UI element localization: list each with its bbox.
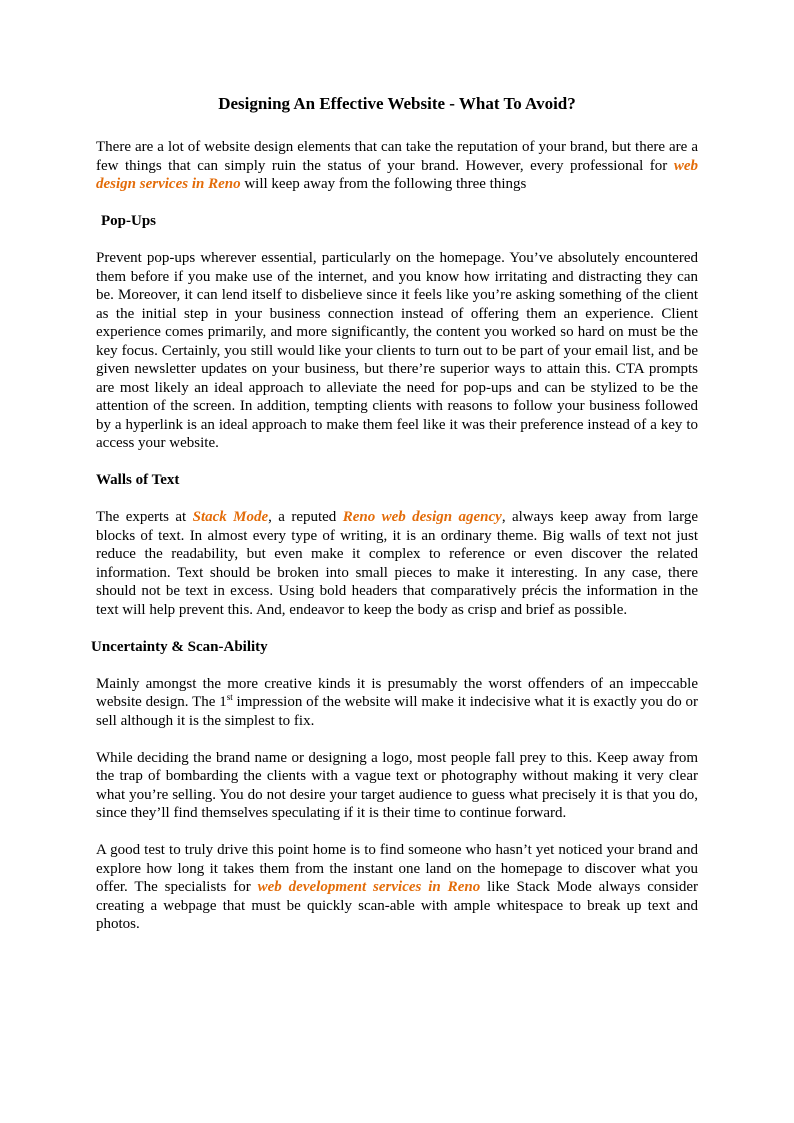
walls-of-text-paragraph: [96, 508, 698, 619]
uncertainty-paragraph-3: [96, 841, 698, 934]
ordinal-superscript: st: [226, 692, 233, 702]
popups-heading: Pop-Ups: [101, 213, 157, 229]
reno-web-design-agency-link[interactable]: Reno web design agency: [342, 509, 502, 525]
uncertainty-p1-end: impression of the website will make it indecisive what it is exactly you do or sell although it is the simplest to fix.: [96, 694, 698, 729]
intro-text-end: will keep away from the following three things: [240, 176, 527, 192]
popups-paragraph: Prevent pop-ups wherever essential, particularly on the homepage. You’ve absolutely encountered them before if you make use of the internet, and you know how irritating and distracting they can be. Moreover, it can lend itself to disbelieve since it feels like you’re asking something of the client as the initial step in your business connection instead of offering them an experience. Client experience comes primarily, and more significantly, the content you worked so hard on must be the key focus. Certainly, you still would like your clients to turn out to be part of your email list, and be given newsletter updates on your business, but there’re superior ways to attain this. CTA prompts are most likely an ideal approach to alleviate the need for pop-ups and can be stylized to be the attention of the screen. In addition, tempting clients with reasons to follow your business followed by a hyperlink is an ideal approach to make them feel like it was their preference instead of a key to access your website.: [96, 250, 698, 451]
page-title: Designing An Effective Website - What To Avoid?: [218, 94, 576, 113]
walls-of-text-heading: Walls of Text: [96, 472, 180, 488]
walls-text-middle: , a reputed: [268, 509, 343, 525]
web-development-services-link[interactable]: web development services in Reno: [257, 879, 481, 895]
intro-text: There are a lot of website design elements that can take the reputation of your brand, but there are a few things that can simply ruin the status of your brand. However, every professional for: [96, 139, 698, 174]
uncertainty-p3-start: A good test to truly drive this point home is to find someone who hasn’t yet noticed your brand and explore how long it takes them from the instant one land on the homepage to discover what you offer. The specialists for: [96, 842, 698, 895]
uncertainty-p1-start: Mainly amongst the more creative kinds it is presumably the worst offenders of an impeccable website design. The 1: [96, 675, 698, 710]
walls-text-end: , always keep away from large blocks of text. In almost every type of writing, it is an ordinary theme. Big walls of text not just reduce the readability, but even make it complex to reference or even discover the related information. Text should be broken into small pieces to make it interesting. In any case, there should not be text in excess. Using bold headers that comparatively précis the information in the text will help prevent this. And, endeavor to keep the body as crisp and brief as possible.: [96, 509, 698, 618]
intro-paragraph: [96, 138, 698, 194]
uncertainty-heading: Uncertainty & Scan-Ability: [91, 638, 268, 655]
uncertainty-paragraph-1: [96, 675, 698, 731]
document-page: [91, 94, 699, 952]
uncertainty-paragraph-2: While deciding the brand name or designing a logo, most people fall prey to this. Keep away from the trap of bombarding the clients with a vague text or photography without making it very clear what you’re selling. You do not desire your target audience to guess what precisely it is that you do, since they’ll find themselves speculating if it is their time to continue forward.: [96, 749, 698, 821]
walls-text-start: The experts at: [96, 509, 193, 525]
web-design-services-link[interactable]: web design services in Reno: [96, 157, 698, 192]
uncertainty-p3-end: like Stack Mode always consider creating a webpage that must be quickly scan-able with ample whitespace to break up text and photos.: [96, 879, 699, 932]
stack-mode-link[interactable]: Stack Mode: [192, 509, 269, 525]
